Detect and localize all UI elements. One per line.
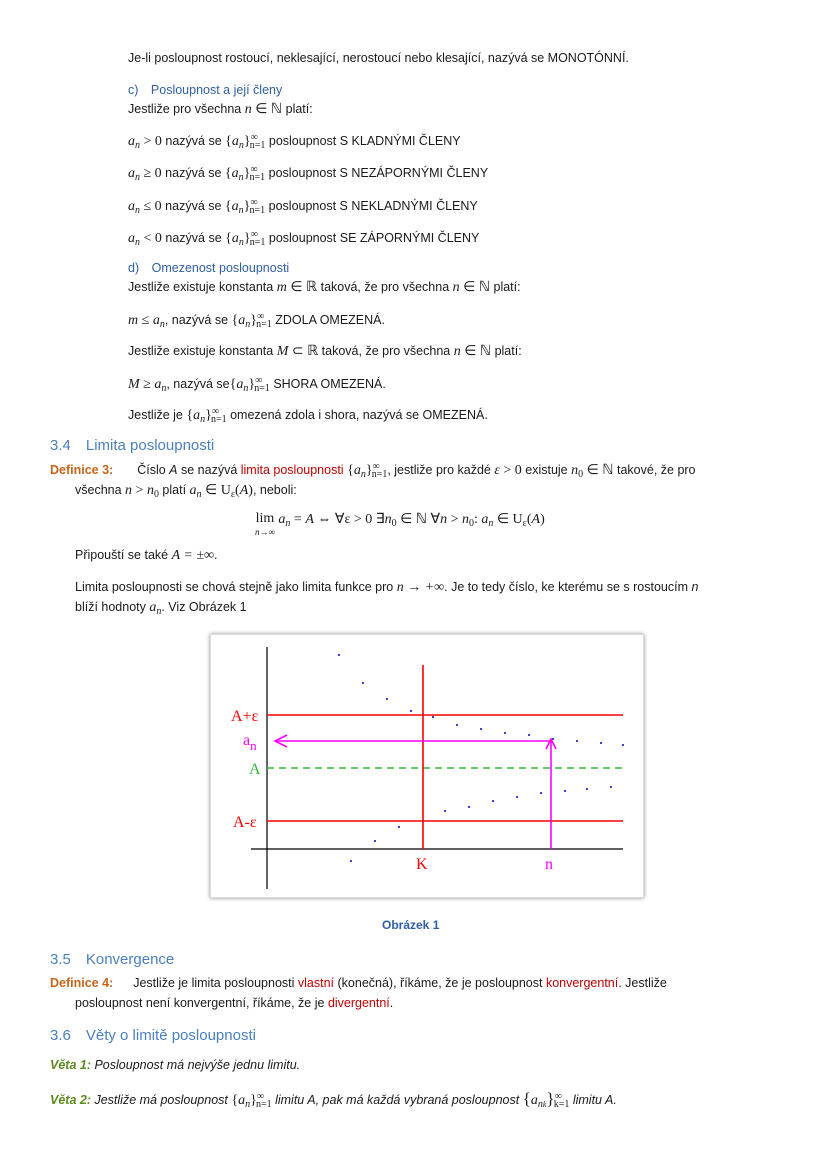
limit-figure-svg (211, 635, 643, 897)
limit-figure (210, 634, 644, 898)
allowed-infinity: Připouští se také A = ±∞. (75, 548, 218, 563)
sequence-point (480, 728, 482, 730)
bounded-both-line: Jestliže je $\{a_n\}^\infty_{n=1}$ omezená zdola i shora, nazývá se OMEZENÁ. (128, 406, 488, 425)
sequence-point (456, 724, 458, 726)
sequence-point (576, 740, 578, 742)
sequence-point (552, 738, 554, 740)
member-line: $a_n > 0$ nazývá se $\{a_n\}^\infty_{n=1}$ posloupnost S KLADNÝMI ČLENY (128, 132, 461, 151)
sequence-point (492, 800, 494, 802)
bounded-upper-condition: Jestliže existuje konstanta M ⊂ ℝ taková, že pro všechna n ∈ ℕ platí: (128, 344, 522, 359)
sequence-point (350, 860, 352, 862)
label-n: n (545, 856, 553, 873)
sequence-point (398, 826, 400, 828)
limit-paragraph-line2: blíží hodnoty $a_n$. Viz Obrázek 1 (75, 600, 247, 617)
bounded-upper-line: $M \ge a_n$, nazývá $se\{a_n\}^\infty_{n=1}$ SHORA OMEZENÁ. (128, 375, 386, 394)
members-condition: Jestliže pro všechna n ∈ ℕ platí: (128, 102, 313, 117)
sequence-point (444, 810, 446, 812)
theorem-1: Věta 1: Posloupnost má nejvýše jednu limitu. (50, 1058, 301, 1072)
bounded-lower-condition: Jestliže existuje konstanta m ∈ ℝ taková, že pro všechna n ∈ ℕ platí: (128, 280, 521, 295)
section-3-5-title: 3.5 Konvergence (50, 951, 175, 968)
sequence-point (622, 744, 624, 746)
member-line: $a_n < 0$ nazývá se $\{a_n\}^\infty_{n=1}$ posloupnost SE ZÁPORNÝMI ČLENY (128, 229, 480, 248)
sequence-point (540, 792, 542, 794)
sequence-point (586, 788, 588, 790)
bounded-heading: d) Omezenost posloupnosti (128, 261, 290, 275)
member-line: $a_n \ge 0$ nazývá se $\{a_n\}^\infty_{n=1}$ posloupnost S NEZÁPORNÝMI ČLENY (128, 164, 489, 183)
bounded-lower-line: $m \le a_n$, nazývá se $\{a_n\}^\infty_{n=1}$ ZDOLA OMEZENÁ. (128, 311, 385, 330)
definition-4-line1: Definice 4: Jestliže je limita posloupnosti vlastní (konečná), říkáme, že je posloupnost konvergentní. Jestliže (50, 976, 667, 990)
theorem-2: Věta 2: Jestliže má posloupnost $\{a_n\}^\infty_{n=1}$ limitu A, pak má každá vybraná posloupnost $\{a_{nk}\}^\infty_{k=1}$ limitu A. (50, 1089, 617, 1110)
limit-paragraph-line1: Limita posloupnosti se chová stejně jako limita funkce pro n → +∞. Je to tedy číslo, ke kterému se s rostoucím n (75, 580, 699, 595)
sequence-point (468, 806, 470, 808)
sequence-point (564, 790, 566, 792)
member-line: $a_n \le 0$ nazývá se $\{a_n\}^\infty_{n=1}$ posloupnost S NEKLADNÝMI ČLENY (128, 197, 478, 216)
sequence-point (386, 698, 388, 700)
sequence-point (362, 682, 364, 684)
sequence-point (374, 840, 376, 842)
label-k: K (416, 856, 428, 873)
members-heading: c) Posloupnost a její členy (128, 83, 283, 97)
definition-3-line1: Definice 3: Číslo A se nazývá limita posloupnosti $\{a_n\}^\infty_{n=1}$, jestliže pro každé ε > 0 existuje $n_0$ ∈ ℕ takové, že pro (50, 461, 696, 480)
section-3-4-title: 3.4 Limita posloupnosti (50, 437, 215, 454)
definition-3-line2: všechna $n > n_0$ platí $a_n$ ∈ $U_\varepsilon(A)$, neboli: (75, 483, 297, 500)
sequence-point (432, 716, 434, 718)
limit-formula: lim n→∞ $a_n = A$ ⇔ ∀ε > 0 $\exists n_0$ ∈ ℕ ∀n > $n_0$: $a_n$ ∈ $U_\varepsilon(A)$ (255, 511, 545, 537)
label-a-n: $a_n$ (243, 732, 257, 753)
label-a-plus-eps: A+ε (231, 708, 259, 725)
label-a: A (249, 761, 261, 778)
sequence-point (410, 710, 412, 712)
section-3-6-title: 3.6 Věty o limitě posloupnosti (50, 1027, 256, 1044)
label-a-minus-eps: A-ε (233, 814, 257, 831)
sequence-point (338, 654, 340, 656)
sequence-point (600, 742, 602, 744)
sequence-point (516, 796, 518, 798)
sequence-point (610, 786, 612, 788)
sequence-point (504, 732, 506, 734)
figure-caption: Obrázek 1 (382, 918, 440, 932)
monotonic-text: Je-li posloupnost rostoucí, neklesající, nerostoucí nebo klesající, nazývá se MONOTÓNNÍ. (128, 51, 629, 65)
definition-4-line2: posloupnost není konvergentní, říkáme, že je divergentní. (75, 996, 394, 1010)
sequence-points (338, 654, 624, 862)
sequence-point (528, 734, 530, 736)
